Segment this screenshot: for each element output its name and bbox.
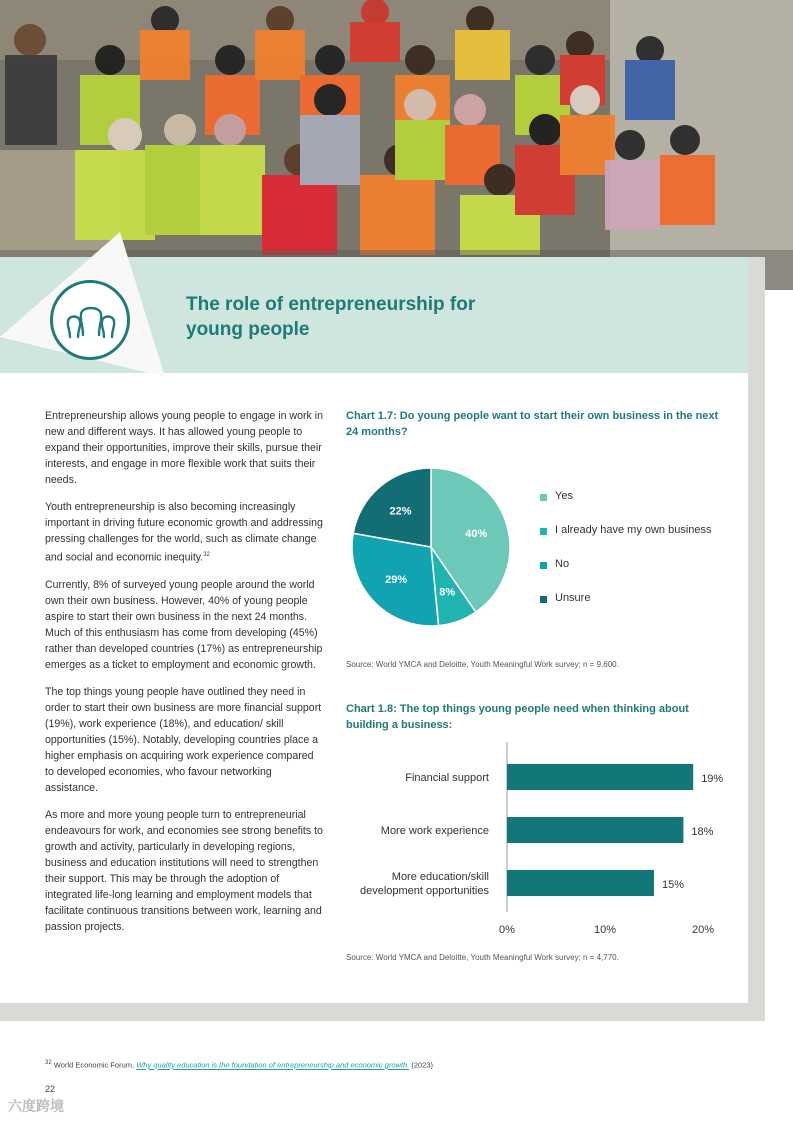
bar-data-label: 18% <box>691 826 714 838</box>
people-group-icon <box>50 280 130 360</box>
chart-1-7-title: Chart 1.7: Do young people want to start their own business in the next 24 months? <box>346 410 719 438</box>
footnote <box>45 1060 433 1070</box>
bar <box>507 764 693 790</box>
bar-data-label: 15% <box>662 879 685 891</box>
bar <box>507 870 654 896</box>
page-title <box>186 292 546 342</box>
legend-label: Unsure <box>555 592 591 604</box>
legend-item <box>540 558 712 592</box>
legend-label: I already have my own business <box>555 524 712 536</box>
paragraph: Currently, 8% of surveyed young people around the world own their own business. However, 40% of young people aspire to start their own business in the next 24 months. Much of this enthusiasm has come from developing (45%) rather than developed countries (17%) as entrepreneurship emerges as a ticket to employment and economic growth. <box>45 578 323 671</box>
pie-data-label: 8% <box>439 586 456 599</box>
page-title-line-2: young people <box>186 319 310 340</box>
body-text <box>45 408 325 946</box>
page-title-line-1: The role of entrepreneurship for <box>186 294 476 315</box>
legend-item <box>540 592 712 626</box>
paragraph-text: Youth entrepreneurship is also becoming increasingly important in driving future economic growth and addressing pressing challenges for the world, such as climate change and social and economic inequity. <box>45 501 323 564</box>
legend-label: No <box>555 558 570 570</box>
legend-item <box>540 524 712 558</box>
footnote-link[interactable]: Why quality education is the foundation of entrepreneurship and economic growth. <box>136 1060 410 1070</box>
chart-1-8-source: Source: World YMCA and Deloitte, Youth Meaningful Work survey; n = 4,770. <box>346 953 619 962</box>
paragraph: As more and more young people turn to entrepreneurial endeavours for work, and economies see strong benefits to growth and activity, particularly in developing regions, business and education institutions will need to strengthen their support. This may be through the adoption of integrated life-long learning and employment models that facilitate continuous transitions between work, learning and passion projects. <box>45 808 323 933</box>
pie-data-label: 29% <box>385 574 408 587</box>
watermark-logo: 六度跨境 <box>8 1098 64 1114</box>
pie-legend <box>540 490 712 626</box>
paragraph: Entrepreneurship allows young people to engage in work in new and different ways. It has allowed young people to expand their opportunities, improve their skills, pursue their interests, and engage in more flexible work that suits their needs. <box>45 410 323 486</box>
bar <box>507 817 683 843</box>
paragraph <box>45 499 325 566</box>
footnote-prefix: World Economic Forum, <box>53 1060 135 1070</box>
pie-data-label: 40% <box>465 527 488 540</box>
legend-swatch <box>540 562 547 569</box>
x-tick-label: 20% <box>691 924 715 936</box>
bar-category-label: More education/skill <box>391 871 489 883</box>
legend-swatch <box>540 596 547 603</box>
x-tick-label: 0% <box>499 924 515 936</box>
x-tick-label: 10% <box>593 924 617 936</box>
bar-category-label: development opportunities <box>359 885 489 897</box>
pie-chart <box>348 463 518 633</box>
paragraph: The top things young people have outlined they need in order to start their own business are more financial support (19%), work experience (18%), and education/ skill opportunities (15%). Notably, developing countries place a higher emphasis on acquiring work experience compared to developed economies, who favour networking assistance. <box>45 685 322 794</box>
chart-1-8-title: Chart 1.8: The top things young people need when thinking about building a business: <box>346 703 689 731</box>
legend-swatch <box>540 494 547 501</box>
legend-item <box>540 490 712 524</box>
legend-label: Yes <box>555 490 573 502</box>
footnote-suffix: (2023) <box>411 1060 434 1070</box>
pie-data-label: 22% <box>389 505 412 518</box>
bar-category-label: More work experience <box>380 825 489 837</box>
footnote-number: 32 <box>45 1060 52 1066</box>
chart-1-7-source: Source: World YMCA and Deloitte, Youth Meaningful Work survey; n = 9,600. <box>346 660 619 669</box>
bar-chart <box>340 742 760 942</box>
page-number: 22 <box>45 1084 56 1094</box>
bar-data-label: 19% <box>701 773 724 785</box>
bar-category-label: Financial support <box>405 772 489 784</box>
footnote-ref[interactable]: 32 <box>203 552 210 558</box>
legend-swatch <box>540 528 547 535</box>
